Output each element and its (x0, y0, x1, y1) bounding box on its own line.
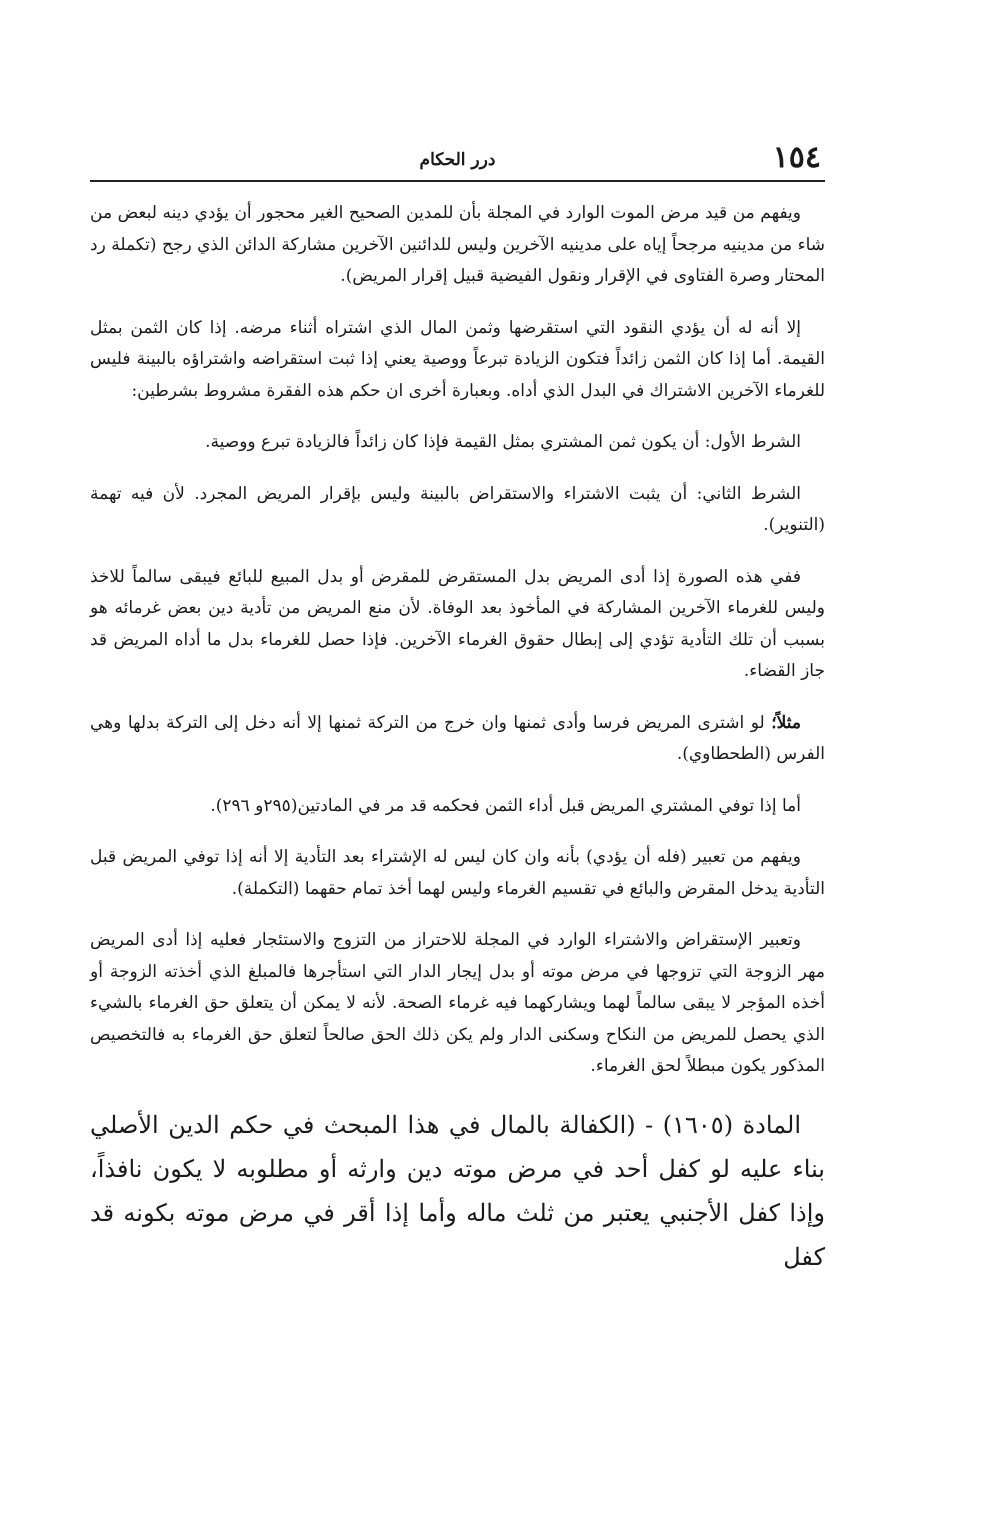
paragraph-text: وتعبير الإستقراض والاشتراء الوارد في المجلة للاحتراز من التزوج والاستئجار فعليه إذا أدى المريض مهر الزوجة التي تزوجها في مرض موته أو بدل إيجار الدار التي استأجرها فالمبلغ الذي أخذته الزوجة أو أخذه المؤجر لا يبقى سالماً لهما ويشاركهما فيه غرماء الصحة. لأنه لا يمكن أن يتعلق حق الغرماء بالشيء الذي يحصل للمريض من النكاح وسكنى الدار ولم يكن ذلك الحق صالحاً لتعلق حق الغرماء به فالتخصيص المذكور يكون مبطلاً لحق الغرماء. (90, 930, 825, 1076)
paragraph (90, 791, 825, 823)
book-page (90, 130, 825, 1299)
example-paragraph (90, 708, 825, 771)
paragraph-text: الشرط الأول: أن يكون ثمن المشتري بمثل القيمة فإذا كان زائداً فالزيادة تبرع ووصية. (205, 432, 801, 452)
page-body (90, 182, 825, 1279)
paragraph-text: أما إذا توفي المشتري المريض قبل أداء الثمن فحكمه قد مر في المادتين(٢٩٥و ٢٩٦). (210, 795, 801, 816)
paragraph (90, 313, 825, 408)
paragraph-text: ففي هذه الصورة إذا أدى المريض بدل المستقرض للمقرض أو بدل المبيع للبائع فيبقى سالماً للاخذ وليس للغرماء الآخرين المشاركة في المأخوذ بعد الوفاة. لأن منع المريض من تأدية دين بعض غرمائه هو بسبب أن تلك التأدية تؤدي إلى إبطال حقوق الغرماء الآخرين. فإذا حصل للغرماء بدل ما أداه المريض قد جاز القضاء. (90, 566, 825, 681)
paragraph-text: ويفهم من قيد مرض الموت الوارد في المجلة بأن للمدين الصحيح الغير محجور أن يؤدي دينه لبعض من شاء من مدينيه مرجحاً إياه على مدينيه الآخرين وليس للدائنين الآخرين مشاركة الدائن الذي رجح (تكملة رد المحتار وصرة الفتاوى في الإقرار ونقول الفيضية قبيل إقرار المريض). (90, 203, 825, 286)
paragraph-text: ويفهم من تعبير (فله أن يؤدي) بأنه وان كان ليس له الإشتراء بعد التأدية إلا أنه إذا توفي المريض قبل التأدية يدخل المقرض والبائع في تقسيم الغرماء وليس لهما أخذ تمام حقهما (التكملة). (90, 847, 825, 899)
paragraph (90, 562, 825, 688)
paragraph-text: إلا أنه له أن يؤدي النقود التي استقرضها وثمن المال الذي اشتراه أثناء مرضه. إذا كان الثمن بمثل القيمة. أما إذا كان الثمن زائداً فتكون الزيادة تبرعاً ووصية يعني إذا ثبت استقراضه واشتراؤه بالبينة فليس للغرماء الآخرين الاشتراك في البدل الذي أداه. وبعبارة أخرى ان حكم هذه الفقرة مشروط بشرطين: (90, 317, 825, 401)
paragraph-text: الشرط الثاني: أن يثبت الاشتراء والاستقراض بالبينة وليس بإقرار المريض المجرد. لأن فيه تهمة (التنوير). (90, 483, 825, 535)
page-header (90, 130, 825, 182)
paragraph-text: لو اشترى المريض فرسا وأدى ثمنها وان خرج من التركة ثمنها إلا أنه دخل إلى التركة بدلها وهي الفرس (الطحطاوي). (90, 712, 825, 764)
condition-second (90, 479, 825, 542)
page-number: ١٥٤ (772, 140, 821, 175)
condition-first (90, 427, 825, 459)
article-text (90, 1103, 825, 1279)
article-body: المادة (١٦٠٥) - (الكفالة بالمال في هذا المبحث في حكم الدين الأصلي بناء عليه لو كفل أحد في مرض موته دين وارثه أو مطلوبه لا يكون نافذاً، وإذا كفل الأجنبي يعتبر من ثلث ماله وأما إذا أقر في مرض موته بكونه قد كفل (90, 1110, 825, 1271)
paragraph (90, 925, 825, 1083)
paragraph (90, 842, 825, 905)
paragraph (90, 198, 825, 293)
example-lead: مثلاً؛ (771, 712, 801, 733)
running-title: درر الحكام (419, 150, 496, 170)
